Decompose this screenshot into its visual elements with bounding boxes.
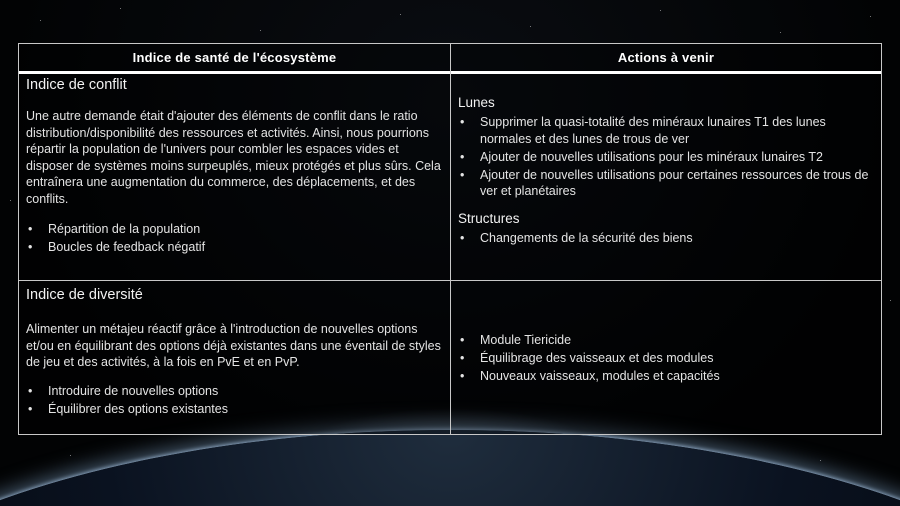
- conflict-index-paragraph: Une autre demande était d'ajouter des éléments de conflit dans le ratio distribution/disponibilité des ressources et activités. Ainsi, nous pourrions répartir la population de l'univers pour combler les espaces vides et disposer de systèmes moins surpeuplés, mieux protégés et plus sûrs. Cela entraînera une augmentation du commerce, des déplacements, et des conflits.: [26, 109, 441, 206]
- star: [870, 16, 871, 17]
- star: [70, 455, 71, 456]
- upcoming-actions-cell-2: [451, 332, 881, 386]
- star: [40, 20, 41, 21]
- star: [400, 14, 401, 15]
- conflict-index-title: Indice de conflit: [26, 77, 127, 93]
- moons-list: [458, 114, 874, 200]
- list-item: • Équilibrer des options existantes: [26, 401, 443, 418]
- planet-horizon: [0, 430, 900, 506]
- upcoming-actions-cell-1: [451, 94, 881, 248]
- list-item: • Équilibrage des vaisseaux et des modules: [458, 350, 874, 367]
- conflict-index-list: [26, 221, 443, 256]
- diversity-index-title: Indice de diversité: [26, 287, 143, 303]
- row-divider: [19, 280, 881, 281]
- conflict-index-cell: [19, 75, 450, 257]
- list-item: • Module Tiericide: [458, 332, 874, 349]
- list-item: • Boucles de feedback négatif: [26, 239, 443, 256]
- structures-list: [458, 230, 874, 247]
- list-item: • Introduire de nouvelles options: [26, 383, 443, 400]
- header-upcoming-actions: Actions à venir: [617, 50, 715, 65]
- list-item: • Changements de la sécurité des biens: [458, 230, 874, 247]
- list-item: • Répartition de la population: [26, 221, 443, 238]
- list-item: • Ajouter de nouvelles utilisations pour certaines ressources de trous de ver et planétaires: [458, 167, 874, 200]
- star: [10, 200, 11, 201]
- diversity-index-list: [26, 383, 443, 418]
- list-item: • Supprimer la quasi-totalité des minéraux lunaires T1 des lunes normales et des lunes de trous de ver: [458, 114, 874, 147]
- star: [820, 460, 821, 461]
- star: [120, 8, 121, 9]
- header-ecosystem-health: Indice de santé de l'écosystème: [132, 50, 337, 65]
- structures-title: Structures: [458, 210, 520, 226]
- list-item: • Ajouter de nouvelles utilisations pour les minéraux lunaires T2: [458, 149, 874, 166]
- diversity-actions-list: [458, 332, 874, 385]
- diversity-index-paragraph: Alimenter un métajeu réactif grâce à l'introduction de nouvelles options et/ou en équilibrant des options déjà existantes dans une éventail de styles de jeu et des activités, à la fois en PvE et en PvP.: [26, 322, 441, 369]
- star: [660, 10, 661, 11]
- star: [260, 30, 261, 31]
- star: [890, 300, 891, 301]
- diversity-index-cell: [19, 285, 450, 419]
- star: [530, 26, 531, 27]
- moons-title: Lunes: [458, 95, 495, 110]
- list-item: • Nouveaux vaisseaux, modules et capacités: [458, 368, 874, 385]
- star: [780, 32, 781, 33]
- ecosystem-table: [18, 43, 882, 435]
